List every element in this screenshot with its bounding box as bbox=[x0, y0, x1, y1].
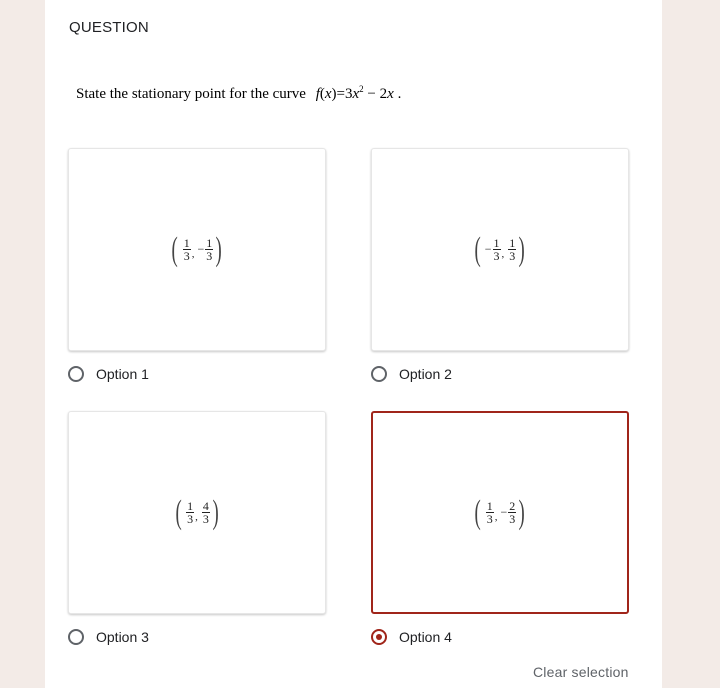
option-1-image[interactable] bbox=[68, 148, 326, 351]
option-2-row[interactable] bbox=[371, 366, 452, 382]
option-2-label: Option 2 bbox=[399, 366, 452, 382]
option-3-row[interactable] bbox=[68, 629, 149, 645]
option-4-image[interactable] bbox=[371, 411, 629, 614]
prompt-text: State the stationary point for the curve bbox=[76, 86, 306, 102]
option-4-radio[interactable] bbox=[371, 629, 387, 645]
option-3-label: Option 3 bbox=[96, 629, 149, 645]
option-4-expression: ( $\frac{1}{3}$ , − $\frac{2}{3}$ ) bbox=[474, 493, 526, 531]
question-card bbox=[45, 0, 662, 688]
option-4-label: Option 4 bbox=[399, 629, 452, 645]
prompt-equation: $f(x)=3x^2 - 2x$ . bbox=[315, 84, 402, 102]
question-heading: QUESTION bbox=[69, 19, 149, 36]
option-2-image[interactable] bbox=[371, 148, 629, 351]
option-1-row[interactable] bbox=[68, 366, 149, 382]
clear-selection-button[interactable]: Clear selection bbox=[533, 664, 629, 680]
question-prompt bbox=[76, 84, 401, 103]
option-1-expression: ( $\frac{1}{3}$ , − $\frac{1}{3}$ ) bbox=[171, 230, 223, 268]
option-1-radio[interactable] bbox=[68, 366, 84, 382]
option-4-row[interactable] bbox=[371, 629, 452, 645]
option-3-image[interactable] bbox=[68, 411, 326, 614]
option-2-radio[interactable] bbox=[371, 366, 387, 382]
option-3-radio[interactable] bbox=[68, 629, 84, 645]
option-2-expression: ( − $\frac{1}{3}$ , $\frac{1}{3}$ ) bbox=[474, 230, 526, 268]
option-3-expression: ( $\frac{1}{3}$ , $\frac{4}{3}$ ) bbox=[175, 493, 219, 531]
option-1-label: Option 1 bbox=[96, 366, 149, 382]
